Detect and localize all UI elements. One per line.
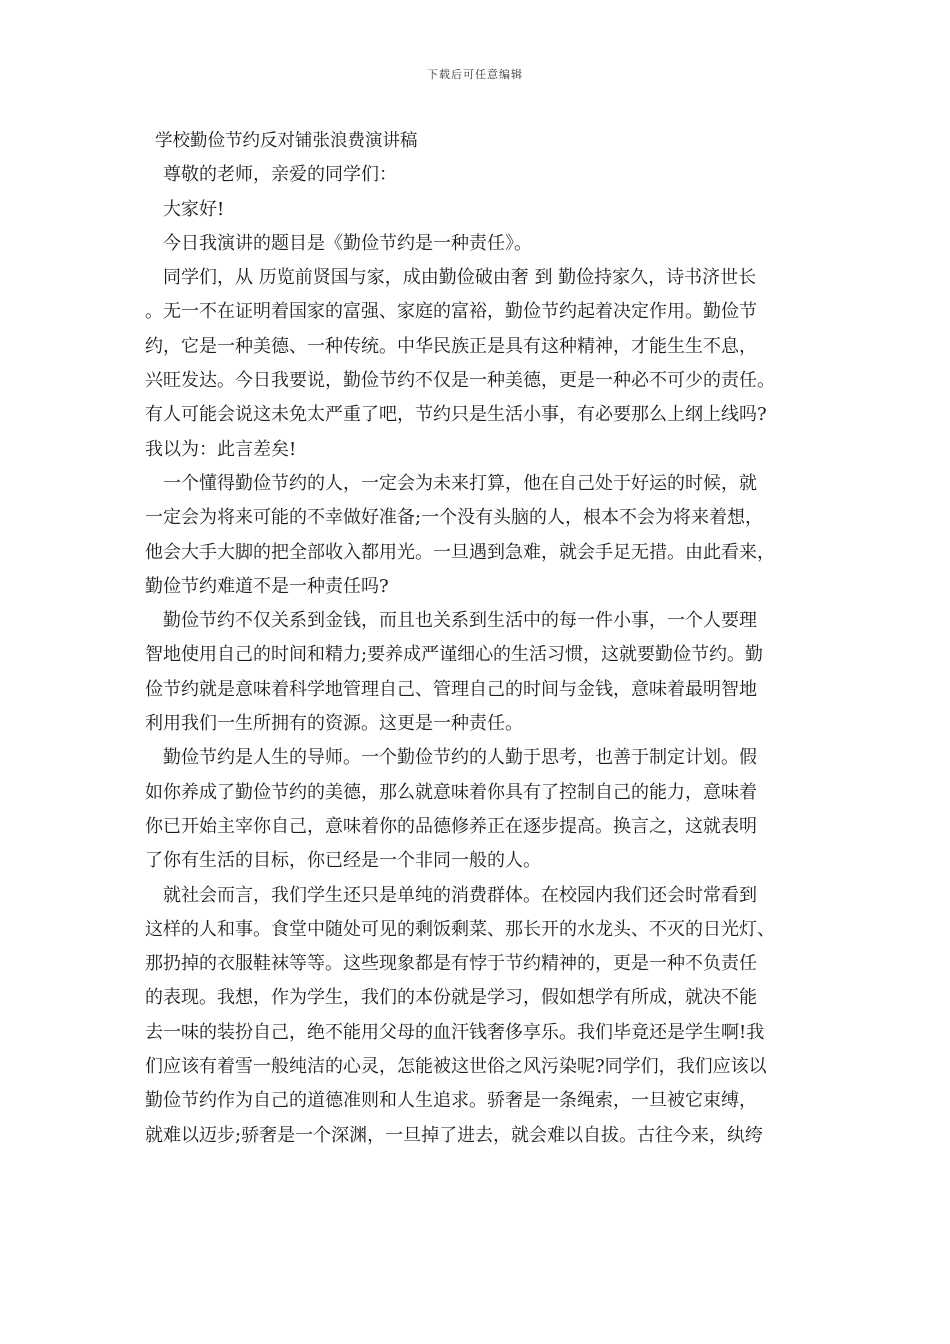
paragraph-line: 俭节约就是意味着科学地管理自己、管理自己的时间与金钱，意味着最明智地 <box>145 678 757 700</box>
paragraph-line: 的表现。我想，作为学生，我们的本份就是学习，假如想学有所成，就决不能 <box>145 987 757 1009</box>
paragraph-line: 就社会而言，我们学生还只是单纯的消费群体。在校园内我们还会时常看到 <box>163 884 757 906</box>
paragraph-line: 就难以迈步;骄奢是一个深渊，一旦掉了进去，就会难以自拔。古往今来，纨绔 <box>145 1124 764 1146</box>
paragraph-line: 利用我们一生所拥有的资源。这更是一种责任。 <box>145 713 523 735</box>
paragraph-line: 一个懂得勤俭节约的人，一定会为未来打算，他在自己处于好运的时候，就 <box>163 472 757 494</box>
salutation: 尊敬的老师，亲爱的同学们： <box>163 164 397 186</box>
paragraph-line: 我以为：此言差矣! <box>145 438 297 460</box>
paragraph-line: 勤俭节约是人生的导师。一个勤俭节约的人勤于思考，也善于制定计划。假 <box>163 747 757 769</box>
paragraph-line: 约，它是一种美德、一种传统。中华民族正是具有这种精神，才能生生不息， <box>145 335 757 357</box>
paragraph-line: 一定会为将来可能的不幸做好准备;一个没有头脑的人，根本不会为将来着想， <box>145 507 764 529</box>
paragraph-line: 。无一不在证明着国家的富强、家庭的富裕，勤俭节约起着决定作用。勤俭节 <box>145 301 757 323</box>
paragraph-line: 如你养成了勤俭节约的美德，那么就意味着你具有了控制自己的能力，意味着 <box>145 781 757 803</box>
paragraph-line: 兴旺发达。今日我要说，勤俭节约不仅是一种美德，更是一种必不可少的责任。 <box>145 370 775 392</box>
greeting: 大家好! <box>163 198 225 220</box>
paragraph-line: 勤俭节约难道不是一种责任吗? <box>145 575 389 597</box>
paragraph-line: 们应该有着雪一般纯洁的心灵，怎能被这世俗之风污染呢?同学们，我们应该以 <box>145 1056 767 1078</box>
paragraph-line: 这样的人和事。食堂中随处可见的剩饭剩菜、那长开的水龙头、不灭的日光灯、 <box>145 918 775 940</box>
paragraph-line: 了你有生活的目标，你已经是一个非同一般的人。 <box>145 850 541 872</box>
topic-line: 今日我演讲的题目是《勤俭节约是一种责任》。 <box>163 232 532 254</box>
paragraph-line: 有人可能会说这未免太严重了吧，节约只是生活小事，有必要那么上纲上线吗? <box>145 404 767 426</box>
document-title: 学校勤俭节约反对铺张浪费演讲稿 <box>155 131 418 151</box>
paragraph-line: 那扔掉的衣服鞋袜等等。这些现象都是有悖于节约精神的，更是一种不负责任 <box>145 953 757 975</box>
page-header: 下载后可任意编辑 <box>427 68 523 81</box>
paragraph-line: 他会大手大脚的把全部收入都用光。一旦遇到急难，就会手足无措。由此看来， <box>145 541 775 563</box>
paragraph-line: 勤俭节约作为自己的道德准则和人生追求。骄奢是一条绳索，一旦被它束缚， <box>145 1090 757 1112</box>
paragraph-line: 去一味的装扮自己，绝不能用父母的血汗钱奢侈享乐。我们毕竟还是学生啊!我 <box>145 1021 765 1043</box>
paragraph-line: 同学们，从 历览前贤国与家，成由勤俭破由奢 到 勤俭持家久，诗书济世长 <box>163 267 757 289</box>
paragraph-line: 勤俭节约不仅关系到金钱，而且也关系到生活中的每一件小事，一个人要理 <box>163 610 757 632</box>
paragraph-line: 你已开始主宰你自己，意味着你的品德修养正在逐步提高。换言之，这就表明 <box>145 815 757 837</box>
document-body <box>145 124 810 1153</box>
paragraph-line: 智地使用自己的时间和精力;要养成严谨细心的生活习惯，这就要勤俭节约。勤 <box>145 644 764 666</box>
